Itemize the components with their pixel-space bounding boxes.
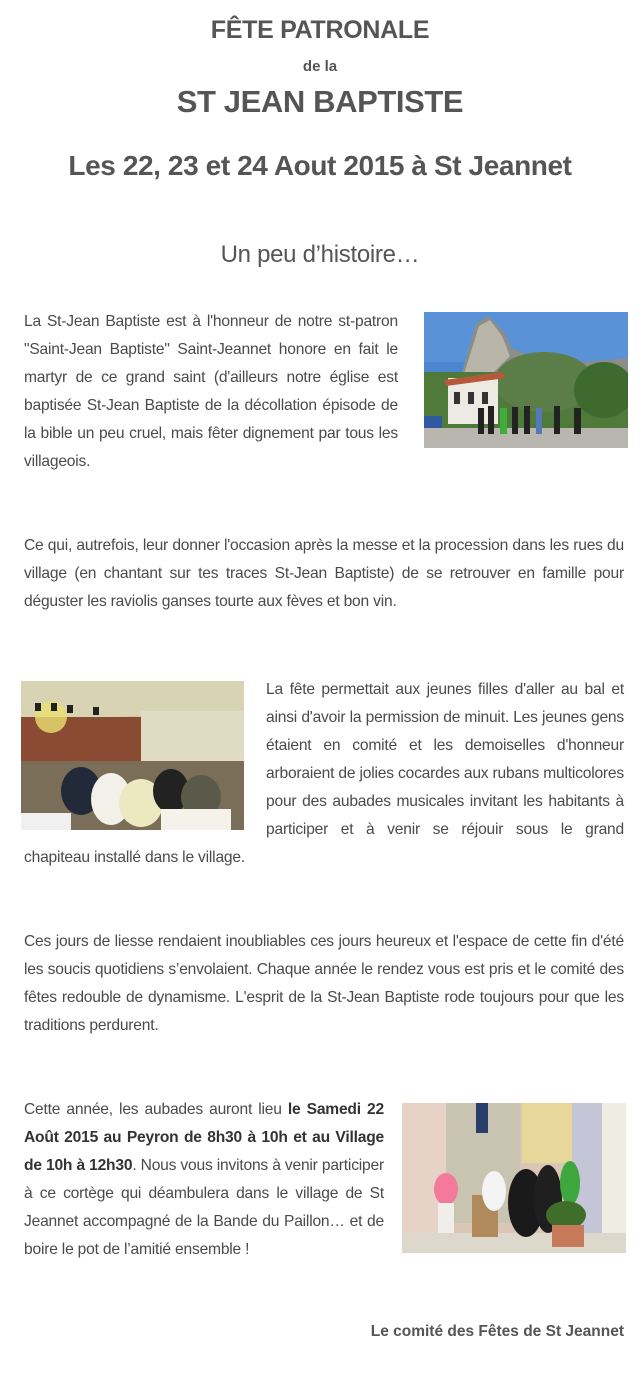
- poster-title-line2: de la: [302, 58, 338, 75]
- event-dates: Les 22, 23 et 24 Aout 2015 à St Jeannet: [68, 150, 572, 181]
- poster-title-line3: ST JEAN BAPTISTE: [176, 84, 464, 119]
- photo-tent-dinner: [21, 681, 244, 830]
- paragraph-3-text: La fête permettait aux jeunes filles d'aller au bal et ainsi d'avoir la permission de minuit. Les jeunes gens étaient en comité et les demoiselles d'honneur arboraient de jolies cocardes aux rubans multicolores pour des aubades musicales invitant les habitants à participer et à venir se réjouir sous le grand chapiteau installé dans le village.: [24, 681, 624, 866]
- signature: Le comité des Fêtes de St Jeannet: [370, 1323, 624, 1340]
- paragraph-1-text: La St-Jean Baptiste est à l'honneur de notre st-patron "Saint-Jean Baptiste" Saint-Jeannet honore en fait le martyr de ce grand saint (d'ailleurs notre église est baptisée St-Jean Baptiste de la décollation épisode de la bible un peu cruel, mais fêter dignement par tous les villageois.: [24, 313, 398, 470]
- paragraph-5-end: . Nous vous invitons à venir participer à ce cortège qui déambulera dans le village de St Jeannet accompagné de la Bande du Paillon… et de boire le pot de l’amitié ensemble !: [24, 1157, 384, 1258]
- paragraph-5-start: Cette année, les aubades auront lieu: [24, 1101, 288, 1118]
- poster-title-line1: FÊTE PATRONALE: [210, 16, 430, 44]
- paragraph-5-highlight: le Samedi 22 Août 2015 au Peyron de 8h30 à 10h et au Village de 10h à 12h30: [24, 1101, 384, 1174]
- paragraph-2-text: Ce qui, autrefois, leur donner l'occasion après la messe et la procession dans les rues du village (en chantant sur tes traces St-Jean Baptiste) de se retrouver en famille pour déguster les raviolis ganses tourte aux fèves et bon vin.: [24, 537, 624, 610]
- photo-village-street: [402, 1103, 626, 1253]
- paragraph-liesse: [24, 928, 624, 1040]
- paragraph-4-text: Ces jours de liesse rendaient inoubliables ces jours heureux et l'espace de cette fin d'été les soucis quotidiens s’envolaient. Chaque année le rendez vous est pris et le comité des fêtes redouble de dynamisme. L'esprit de la St-Jean Baptiste rode toujours pour que les traditions perdurent.: [24, 933, 624, 1034]
- section-title: Un peu d’histoire…: [220, 241, 420, 268]
- photo-mountain-group: [424, 312, 628, 448]
- paragraph-tradition: [24, 532, 624, 616]
- paragraph-aubades: [24, 1096, 624, 1264]
- paragraph-fete: [24, 676, 624, 872]
- paragraph-history: [24, 308, 624, 476]
